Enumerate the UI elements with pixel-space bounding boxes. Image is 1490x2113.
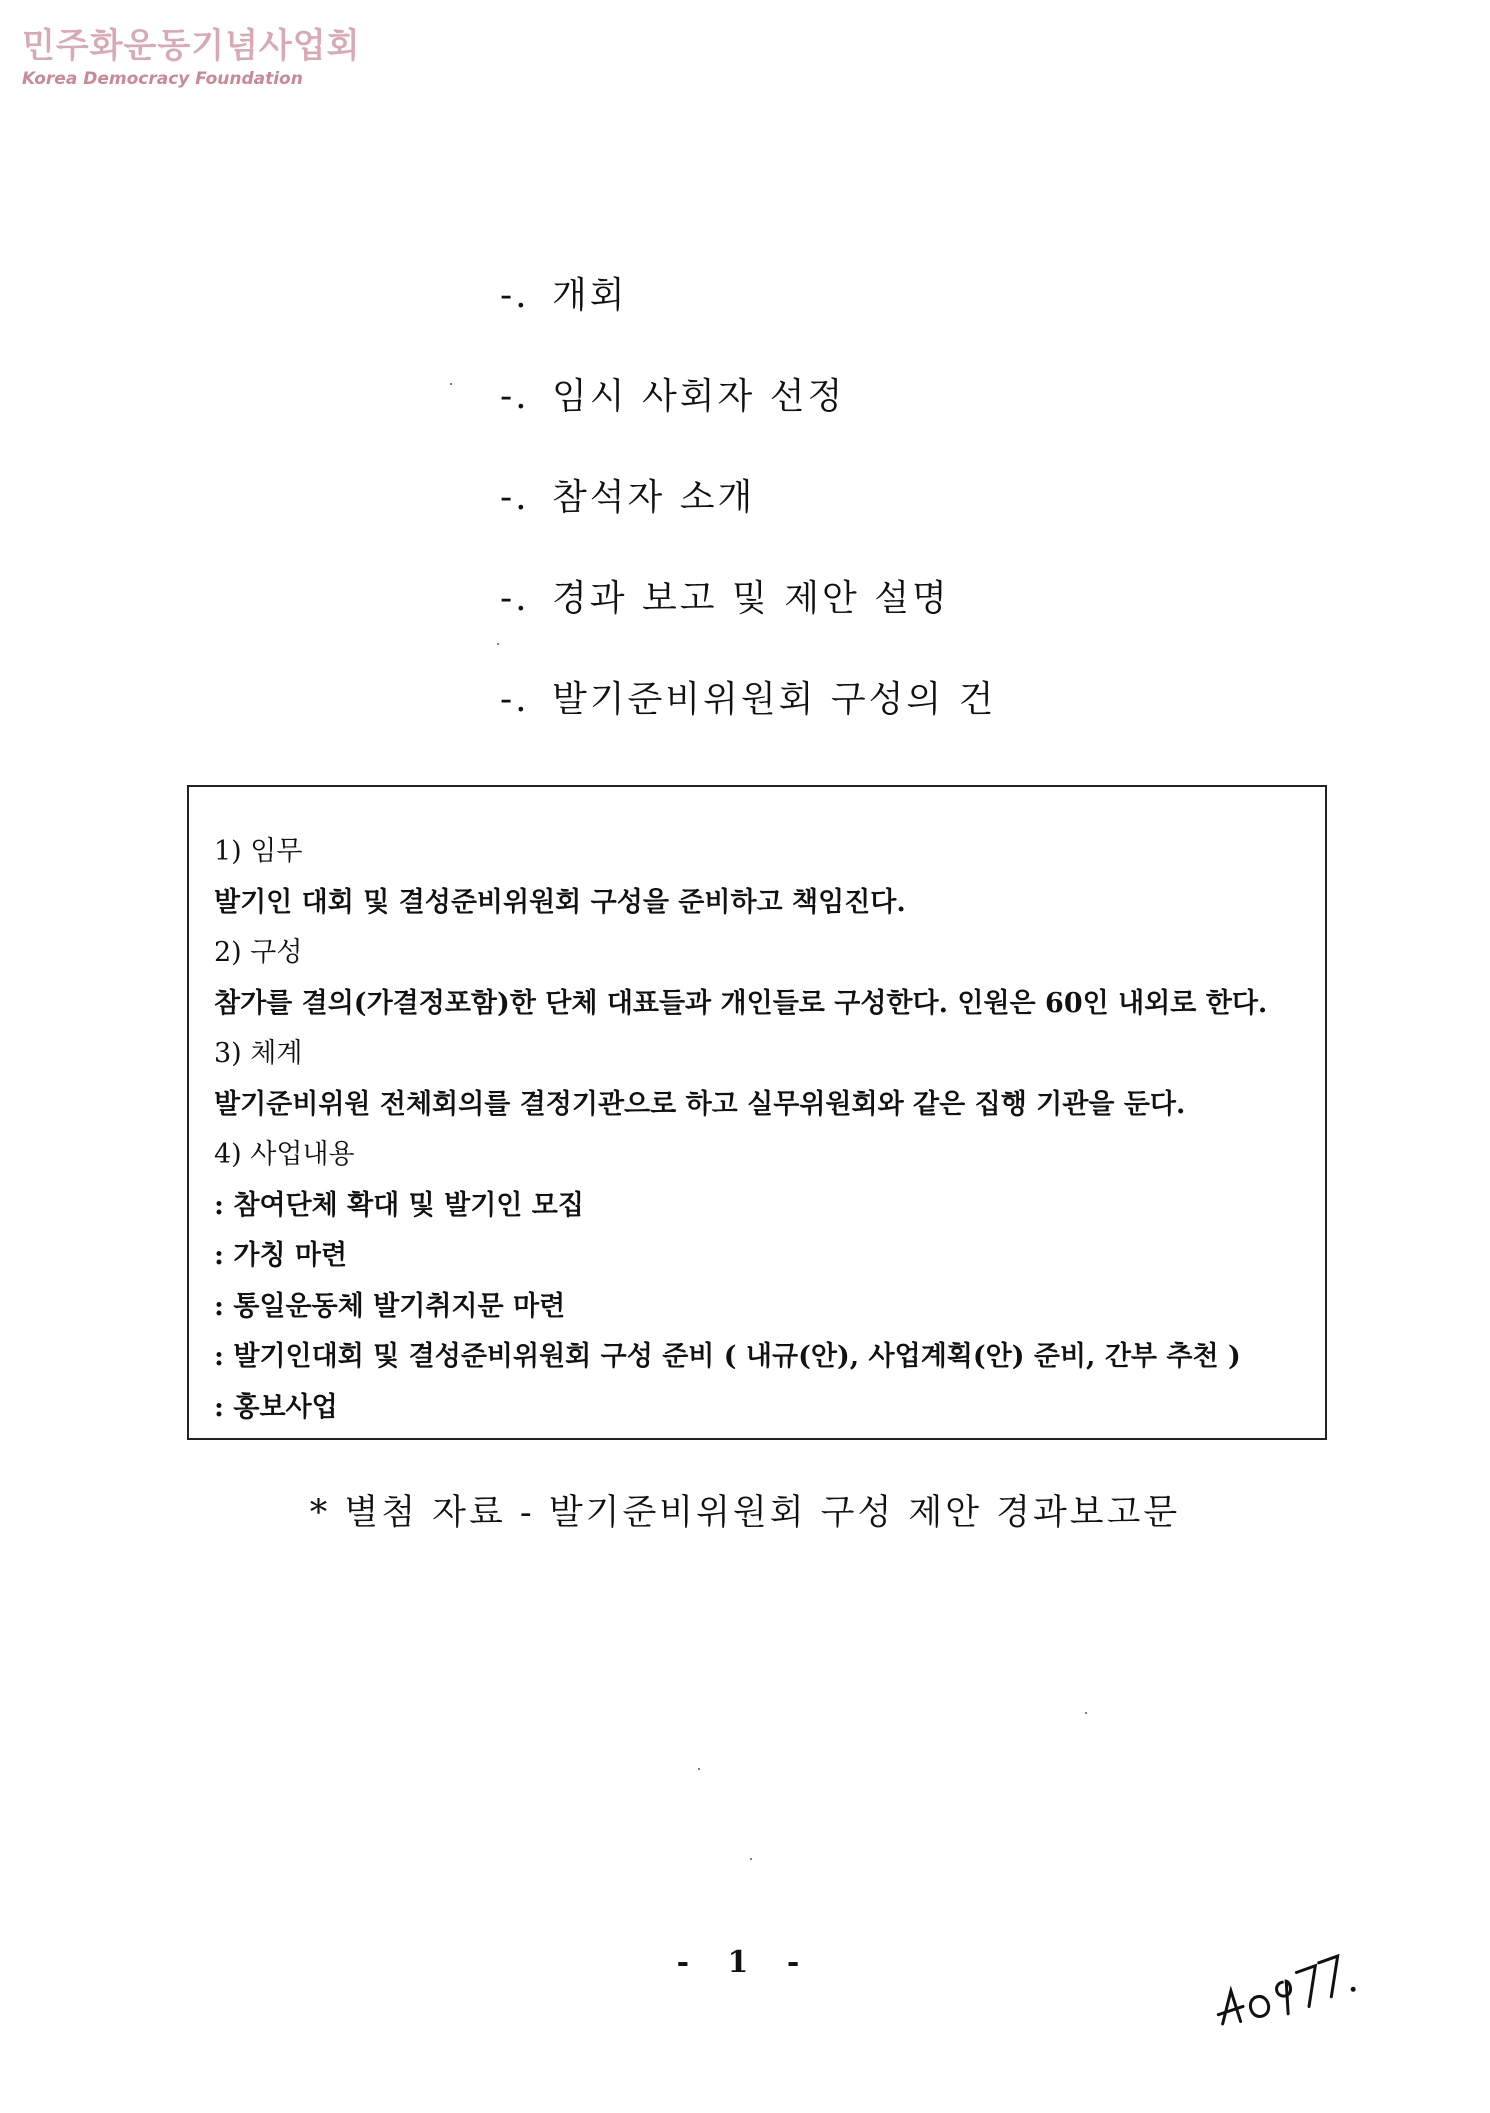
box-heading-duty: 1) 임무 (214, 836, 303, 867)
attachment-note: * 별첨 자료 - 발기준비위원회 구성 제안 경과보고문 (309, 1493, 1181, 1533)
agenda-item (500, 373, 996, 474)
box-heading-composition: 2) 구성 (214, 937, 303, 968)
box-text-system: 발기준비위원 전체회의를 결정기관으로 하고 실무위원회와 같은 집행 기관을 둔다. (214, 1088, 1186, 1120)
agenda-item (500, 575, 996, 676)
agenda-text: 개회 (552, 275, 628, 316)
box-heading-activities: 4) 사업내용 (214, 1139, 355, 1170)
agenda-bullet: -. (500, 477, 530, 518)
scan-speck (497, 643, 499, 645)
agenda-text: 참석자 소개 (552, 477, 756, 518)
box-heading-system: 3) 체계 (214, 1038, 303, 1069)
agenda-item (500, 474, 996, 575)
activity-item: : 참여단체 확대 및 발기인 모집 (214, 1189, 584, 1221)
watermark-english: Korea Democracy Foundation (22, 69, 303, 89)
agenda-bullet: -. (500, 578, 530, 619)
scan-speck (750, 1858, 752, 1860)
agenda-item (500, 676, 996, 777)
box-text-composition: 참가를 결의(가결정포함)한 단체 대표들과 개인들로 구성한다. 인원은 60인 내외로 한다. (214, 987, 1268, 1019)
activity-item: : 통일운동체 발기취지문 마련 (214, 1290, 566, 1322)
agenda-text: 발기준비위원회 구성의 건 (552, 679, 997, 720)
committee-details-box (187, 785, 1327, 1440)
agenda-bullet: -. (500, 376, 530, 417)
activity-item: : 발기인대회 및 결성준비위원회 구성 준비 ( 내규(안), 사업계획(안) 준비, 간부 추천 ) (214, 1341, 1241, 1372)
scan-speck (698, 1768, 700, 1770)
activity-item: : 가칭 마련 (214, 1240, 348, 1271)
scan-speck (1085, 1712, 1087, 1714)
watermark-korean: 민주화운동기념사업회 (22, 26, 361, 66)
agenda-item (500, 272, 996, 373)
activity-item: : 홍보사업 (214, 1391, 338, 1423)
foundation-watermark (22, 18, 360, 89)
agenda-text: 임시 사회자 선정 (552, 376, 846, 417)
agenda-list (500, 272, 996, 777)
page-number: - 1 - (676, 1945, 814, 1980)
agenda-text: 경과 보고 및 제안 설명 (552, 578, 950, 619)
agenda-bullet: -. (500, 679, 530, 720)
scan-speck (450, 383, 452, 385)
box-text-duty: 발기인 대회 및 결성준비위원회 구성을 준비하고 책임진다. (214, 886, 906, 918)
agenda-bullet: -. (500, 275, 530, 316)
